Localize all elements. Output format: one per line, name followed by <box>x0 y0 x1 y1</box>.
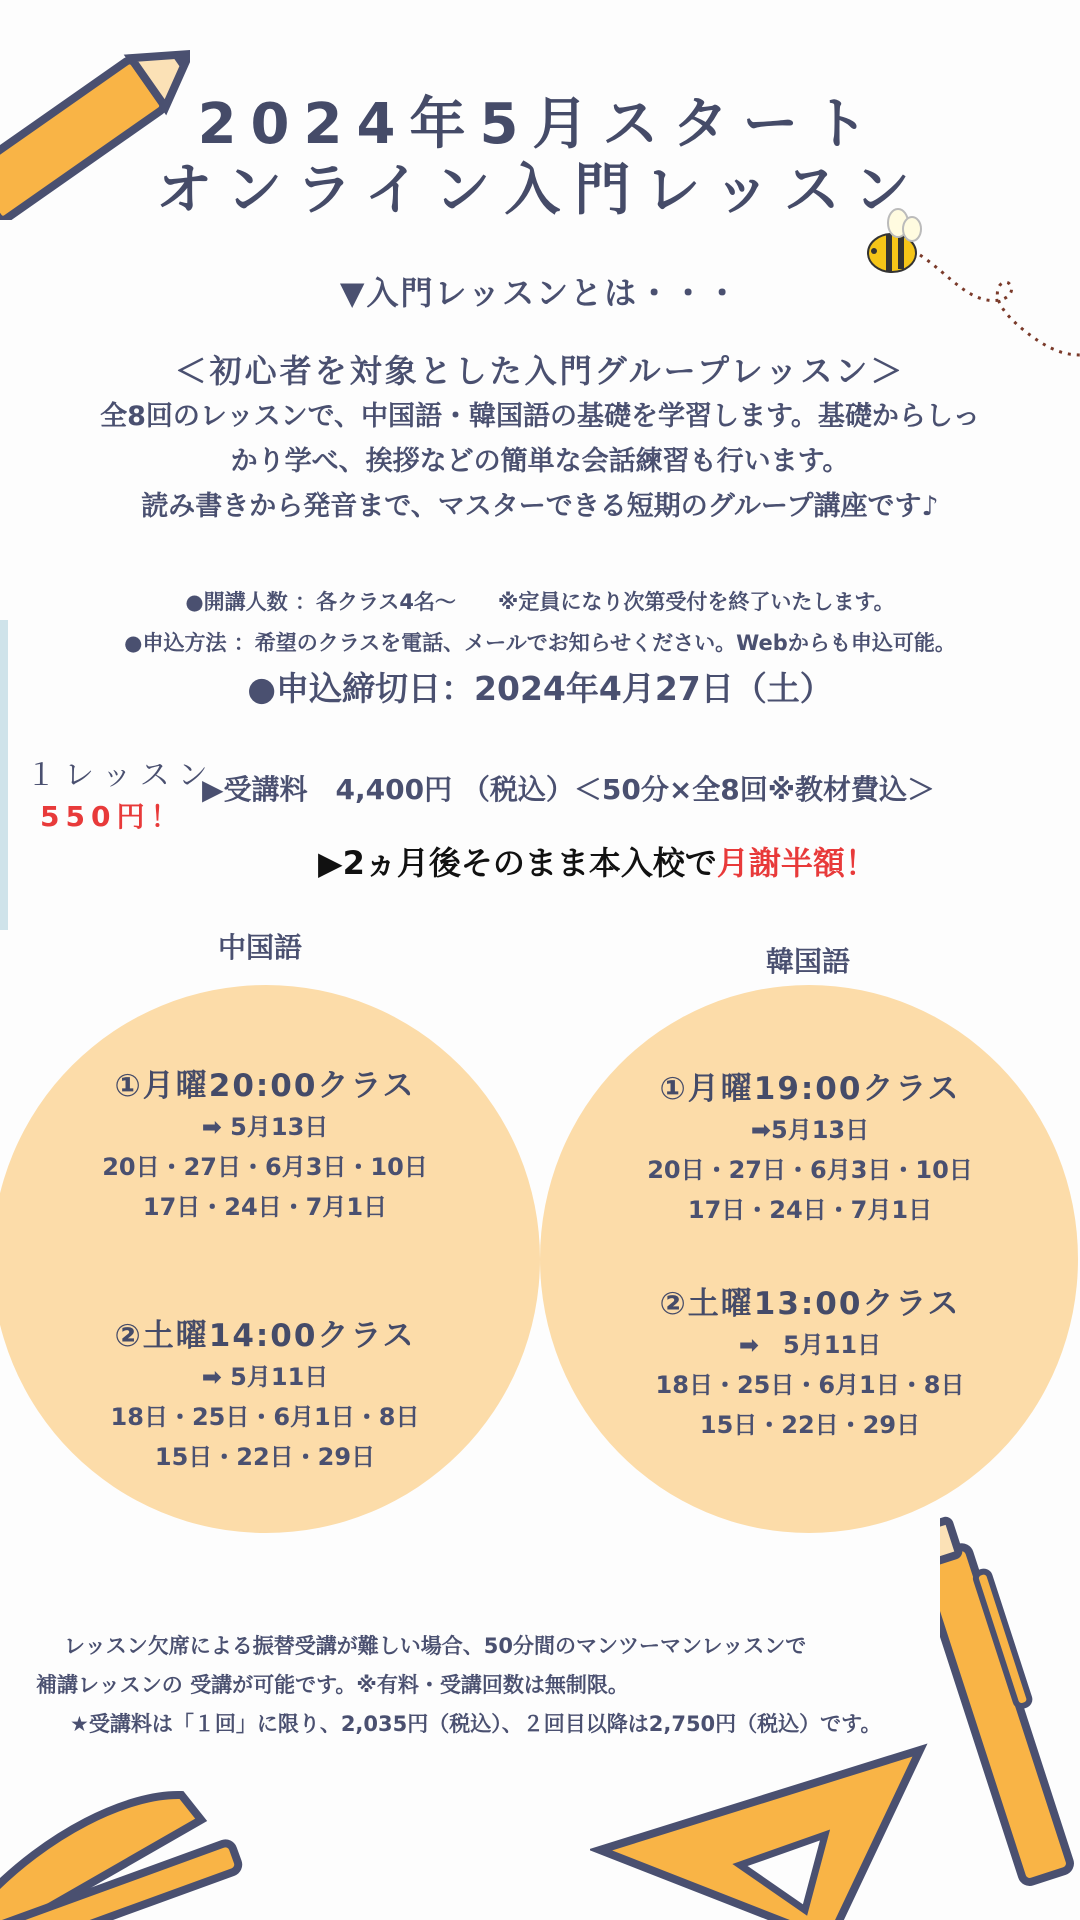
per-lesson-label: １レッスン <box>26 758 216 793</box>
capacity-info: ●開講人数 ：各クラス4名～ ※定員になり次第受付を終了いたします。 <box>185 590 895 614</box>
korean-class-2-start: ➡ 5月11日 <box>738 1331 882 1359</box>
promo-highlight: 月謝半額！ <box>716 844 877 882</box>
korean-class-1-start: ➡5月13日 <box>750 1116 870 1144</box>
pen-icon <box>940 1510 1080 1920</box>
korean-class-1-dates-2: 17日・24日・7月1日 <box>687 1196 933 1224</box>
chinese-class-1 <box>0 1060 530 1227</box>
triangle-ruler-icon <box>590 1740 930 1920</box>
makeup-note-2: 補講レッスンの 受講が可能です。※有料・受講回数は無制限。 <box>36 1673 629 1697</box>
page-title: 2024年5月スタート <box>197 92 883 157</box>
per-lesson-price: 550円！ <box>40 800 185 833</box>
chinese-label: 中国語 <box>218 931 303 964</box>
chinese-class-1-dates-1: 20日・27日・6月3日・10日 <box>102 1153 428 1181</box>
tuition-fee: ▶受講料 4,400円 （税込）＜50分×全8回※教材費込＞ <box>202 773 935 806</box>
korean-class-1 <box>545 1063 1075 1230</box>
chinese-class-2-dates-2: 15日・22日・29日 <box>154 1443 376 1471</box>
section-subtitle: ▼入門レッスンとは・・・ <box>339 274 741 312</box>
korean-class-2-dates-1: 18日・25日・6月1日・8日 <box>655 1371 965 1399</box>
intro-heading: ＜初心者を対象とした入門グループレッスン＞ <box>174 352 906 390</box>
application-deadline: ●申込締切日：2024年4月27日（土） <box>247 669 833 708</box>
makeup-note-1: レッスン欠席による振替受講が難しい場合、50分間のマンツーマンレッスンで <box>64 1634 807 1658</box>
intro-line-3: 読み書きから発音まで、マスターできる短期のグループ講座です♪ <box>141 491 939 522</box>
promo-prefix: ▶2ヵ月後そのまま本入校で <box>318 844 717 882</box>
korean-class-2-title: ②土曜13:00クラス <box>659 1286 961 1322</box>
intro-line-1: 全8回のレッスンで、中国語・韓国語の基礎を学習します。基礎からしっ <box>100 401 980 432</box>
application-method: ●申込方法 ：希望のクラスを電話、メールでお知らせください。Webからも申込可能。 <box>124 631 956 655</box>
korean-class-1-dates-1: 20日・27日・6月3日・10日 <box>647 1156 973 1184</box>
makeup-fee-note: ★受講料は「１回」に限り、2,035円（税込）、２回目以降は2,750円（税込）です。 <box>70 1712 882 1736</box>
chinese-class-1-title: ①月曜20:00クラス <box>114 1068 416 1104</box>
promo-text <box>318 838 877 884</box>
intro-line-2: かり学べ、挨拶などの簡単な会話練習も行います。 <box>230 446 850 477</box>
chinese-class-2-start: ➡ 5月11日 <box>201 1363 329 1391</box>
chinese-class-2-dates-1: 18日・25日・6月1日・8日 <box>110 1403 420 1431</box>
korean-class-1-title: ①月曜19:00クラス <box>659 1071 961 1107</box>
chinese-class-1-dates-2: 17日・24日・7月1日 <box>142 1193 388 1221</box>
korean-class-2 <box>545 1278 1075 1445</box>
korean-label: 韓国語 <box>766 945 851 978</box>
chinese-class-1-start: ➡ 5月13日 <box>201 1113 329 1141</box>
chinese-class-2 <box>0 1310 530 1477</box>
page-title-line2: オンライン入門レッスン <box>156 158 924 223</box>
chinese-class-2-title: ②土曜14:00クラス <box>114 1318 416 1354</box>
korean-class-2-dates-2: 15日・22日・29日 <box>699 1411 921 1439</box>
stapler-icon <box>0 1780 250 1920</box>
